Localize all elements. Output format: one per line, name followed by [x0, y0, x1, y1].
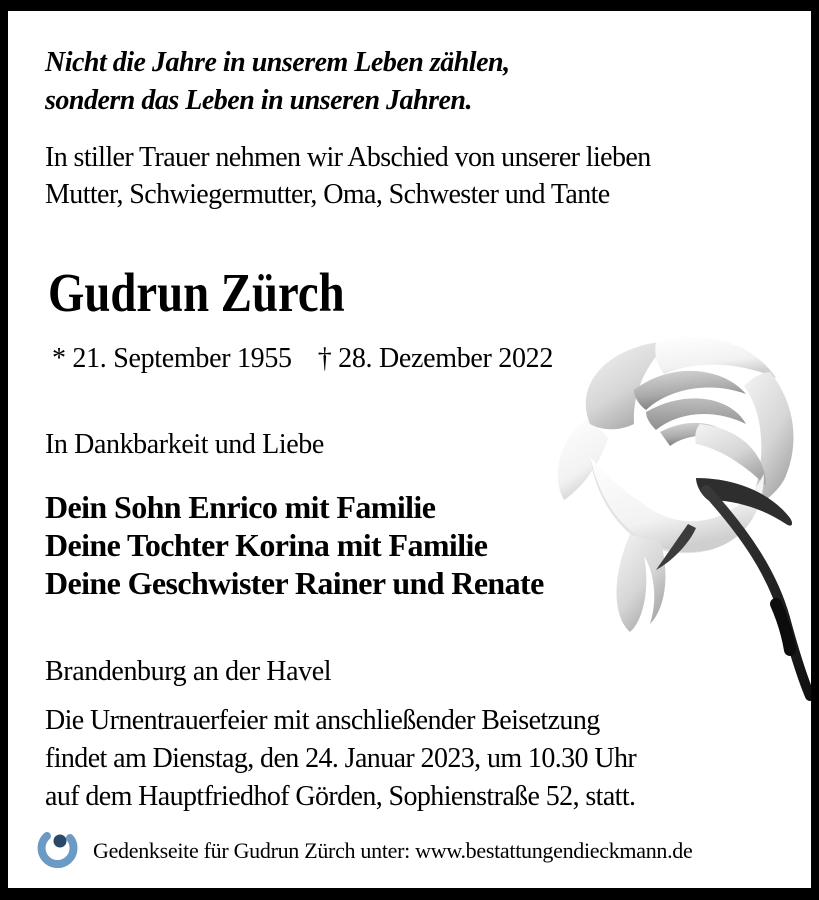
family-line-3: Deine Geschwister Rainer und Renate [45, 565, 544, 601]
location-line: Brandenburg an der Havel [45, 656, 332, 687]
mourning-family [45, 488, 544, 602]
death-date: † 28. Dezember 2022 [317, 343, 554, 374]
family-line-1: Dein Sohn Enrico mit Familie [45, 489, 436, 525]
deceased-name: Gudrun Zürch [48, 262, 345, 323]
quote-line-1: Nicht die Jahre in unserem Leben zählen, [45, 47, 510, 78]
birth-date: * 21. September 1955 [52, 343, 292, 374]
white-rose-photo-icon [538, 328, 811, 708]
memorial-quote [45, 44, 510, 120]
family-line-2: Deine Tochter Korina mit Familie [45, 527, 488, 563]
intro-text [45, 139, 651, 213]
ceremony-details [45, 702, 636, 816]
memorial-page-url-text: Gedenkseite für Gudrun Zürch unter: www.bestattungendieckmann.de [93, 838, 693, 863]
ceremony-line-3: auf dem Hauptfriedhof Görden, Sophienstraße 52, statt. [45, 781, 636, 812]
ceremony-line-2: findet am Dienstag, den 24. Januar 2023, um 10.30 Uhr [45, 743, 637, 774]
life-dates [52, 341, 553, 377]
quote-line-2: sondern das Leben in unseren Jahren. [45, 85, 472, 116]
memorial-page-footer [35, 827, 692, 875]
intro-line-2: Mutter, Schwiegermutter, Oma, Schwester und Tante [45, 179, 610, 210]
memorial-cradle-logo-icon [35, 827, 81, 875]
ceremony-line-1: Die Urnentrauerfeier mit anschließender Beisetzung [45, 705, 600, 736]
intro-line-1: In stiller Trauer nehmen wir Abschied von unserer lieben [45, 142, 651, 173]
gratitude-line: In Dankbarkeit und Liebe [45, 429, 324, 460]
